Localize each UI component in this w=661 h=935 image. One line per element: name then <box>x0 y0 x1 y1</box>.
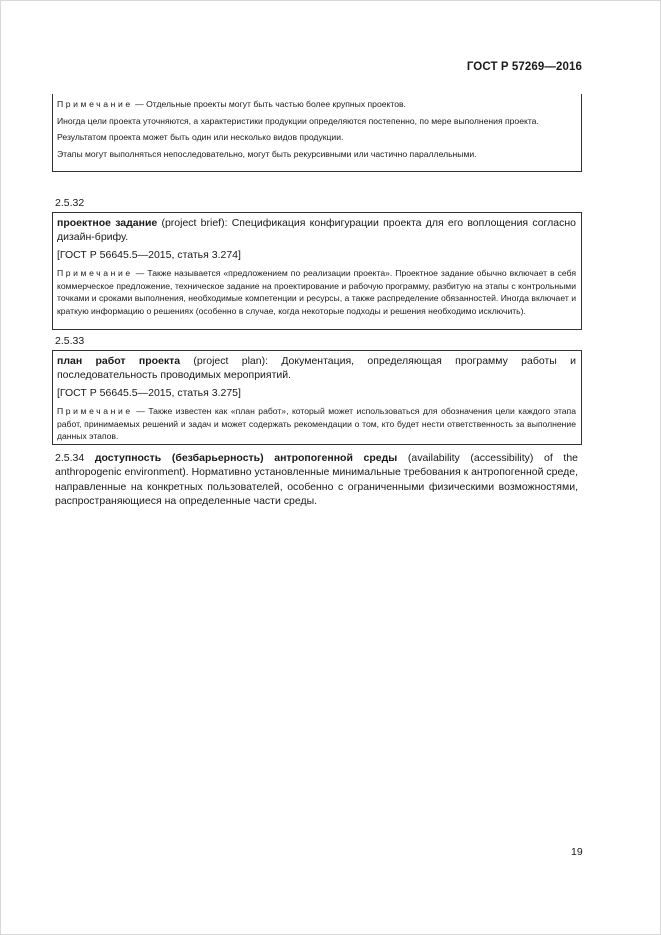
note-box <box>52 94 582 172</box>
document-header: ГОСТ Р 57269—2016 <box>466 61 582 73</box>
term-reference-2532: [ГОСТ Р 56645.5—2015, статья 3.274] <box>57 248 241 261</box>
term-reference-2533: [ГОСТ Р 56645.5—2015, статья 3.275] <box>57 386 241 399</box>
term-box-2532 <box>52 212 582 330</box>
note-line-3: Результатом проекта может быть один или несколько видов продукции. <box>57 132 344 143</box>
term-definition-2534: (availability (accessibility) of the anthropogenic environment). Нормативно установленные минимальные требования к антропогенной среде, направленные на конкретных пользователей, особенно с ограниченными физическими возможностями, распространяющиеся на определенные части среды. <box>55 452 579 508</box>
term-number-2533: 2.5.33 <box>55 335 85 347</box>
note-line-4: Этапы могут выполняться непоследовательно, могут быть рекурсивными или частично параллельными. <box>57 148 477 159</box>
note-line-2: Иногда цели проекта уточняются, а характеристики продукции определяются постепенно, по мере выполнения проекта. <box>57 115 539 126</box>
page-number: 19 <box>571 846 583 858</box>
term-number-2534: 2.5.34 <box>55 452 85 464</box>
note-text: — Отдельные проекты могут быть частью более крупных проектов. <box>132 99 406 109</box>
term-note-2532: Примечание — Также называется «предложением по реализации проекта». Проектное задание обычно включает в себя коммерческое предложение, техническое задание на проектирование и рабочую программу, разбитую на этапы с контрольными точками и сроками выполнения, необходимые компетенции и ресурсы, а также распределение обязанностей. Иногда включает и краткую информацию о решениях (особенно в случае, когда некоторые подходы и решения необходимо исключить). <box>57 268 576 316</box>
term-name-2532: проектное задание <box>57 217 158 229</box>
note-label: Примечание <box>57 99 133 109</box>
term-name-2533: план работ проекта <box>57 355 181 367</box>
term-definition-2532: проектное задание (project brief): Спецификация конфигурации проекта для его воплощения согласно дизайн-брифу. <box>57 217 576 244</box>
note-first-line <box>57 98 581 111</box>
term-paragraph-2534 <box>55 451 578 509</box>
term-note-2533: Примечание — Также известен как «план работ», который может использоваться для обозначения цели каждого этапа работ, принимаемых решений и задач и может содержать рекомендации о том, кто будет нести ответственность за выполнение данных этапов. <box>57 406 576 442</box>
term-box-2533 <box>52 350 582 445</box>
term-definition-2533: план работ проекта (project plan): Документация, определяющая программу работы и последовательность проводимых мероприятий. <box>57 355 576 382</box>
term-name-2534: доступность (безбарьерность) антропогенной среды <box>94 452 398 464</box>
term-number-2532: 2.5.32 <box>55 197 85 209</box>
